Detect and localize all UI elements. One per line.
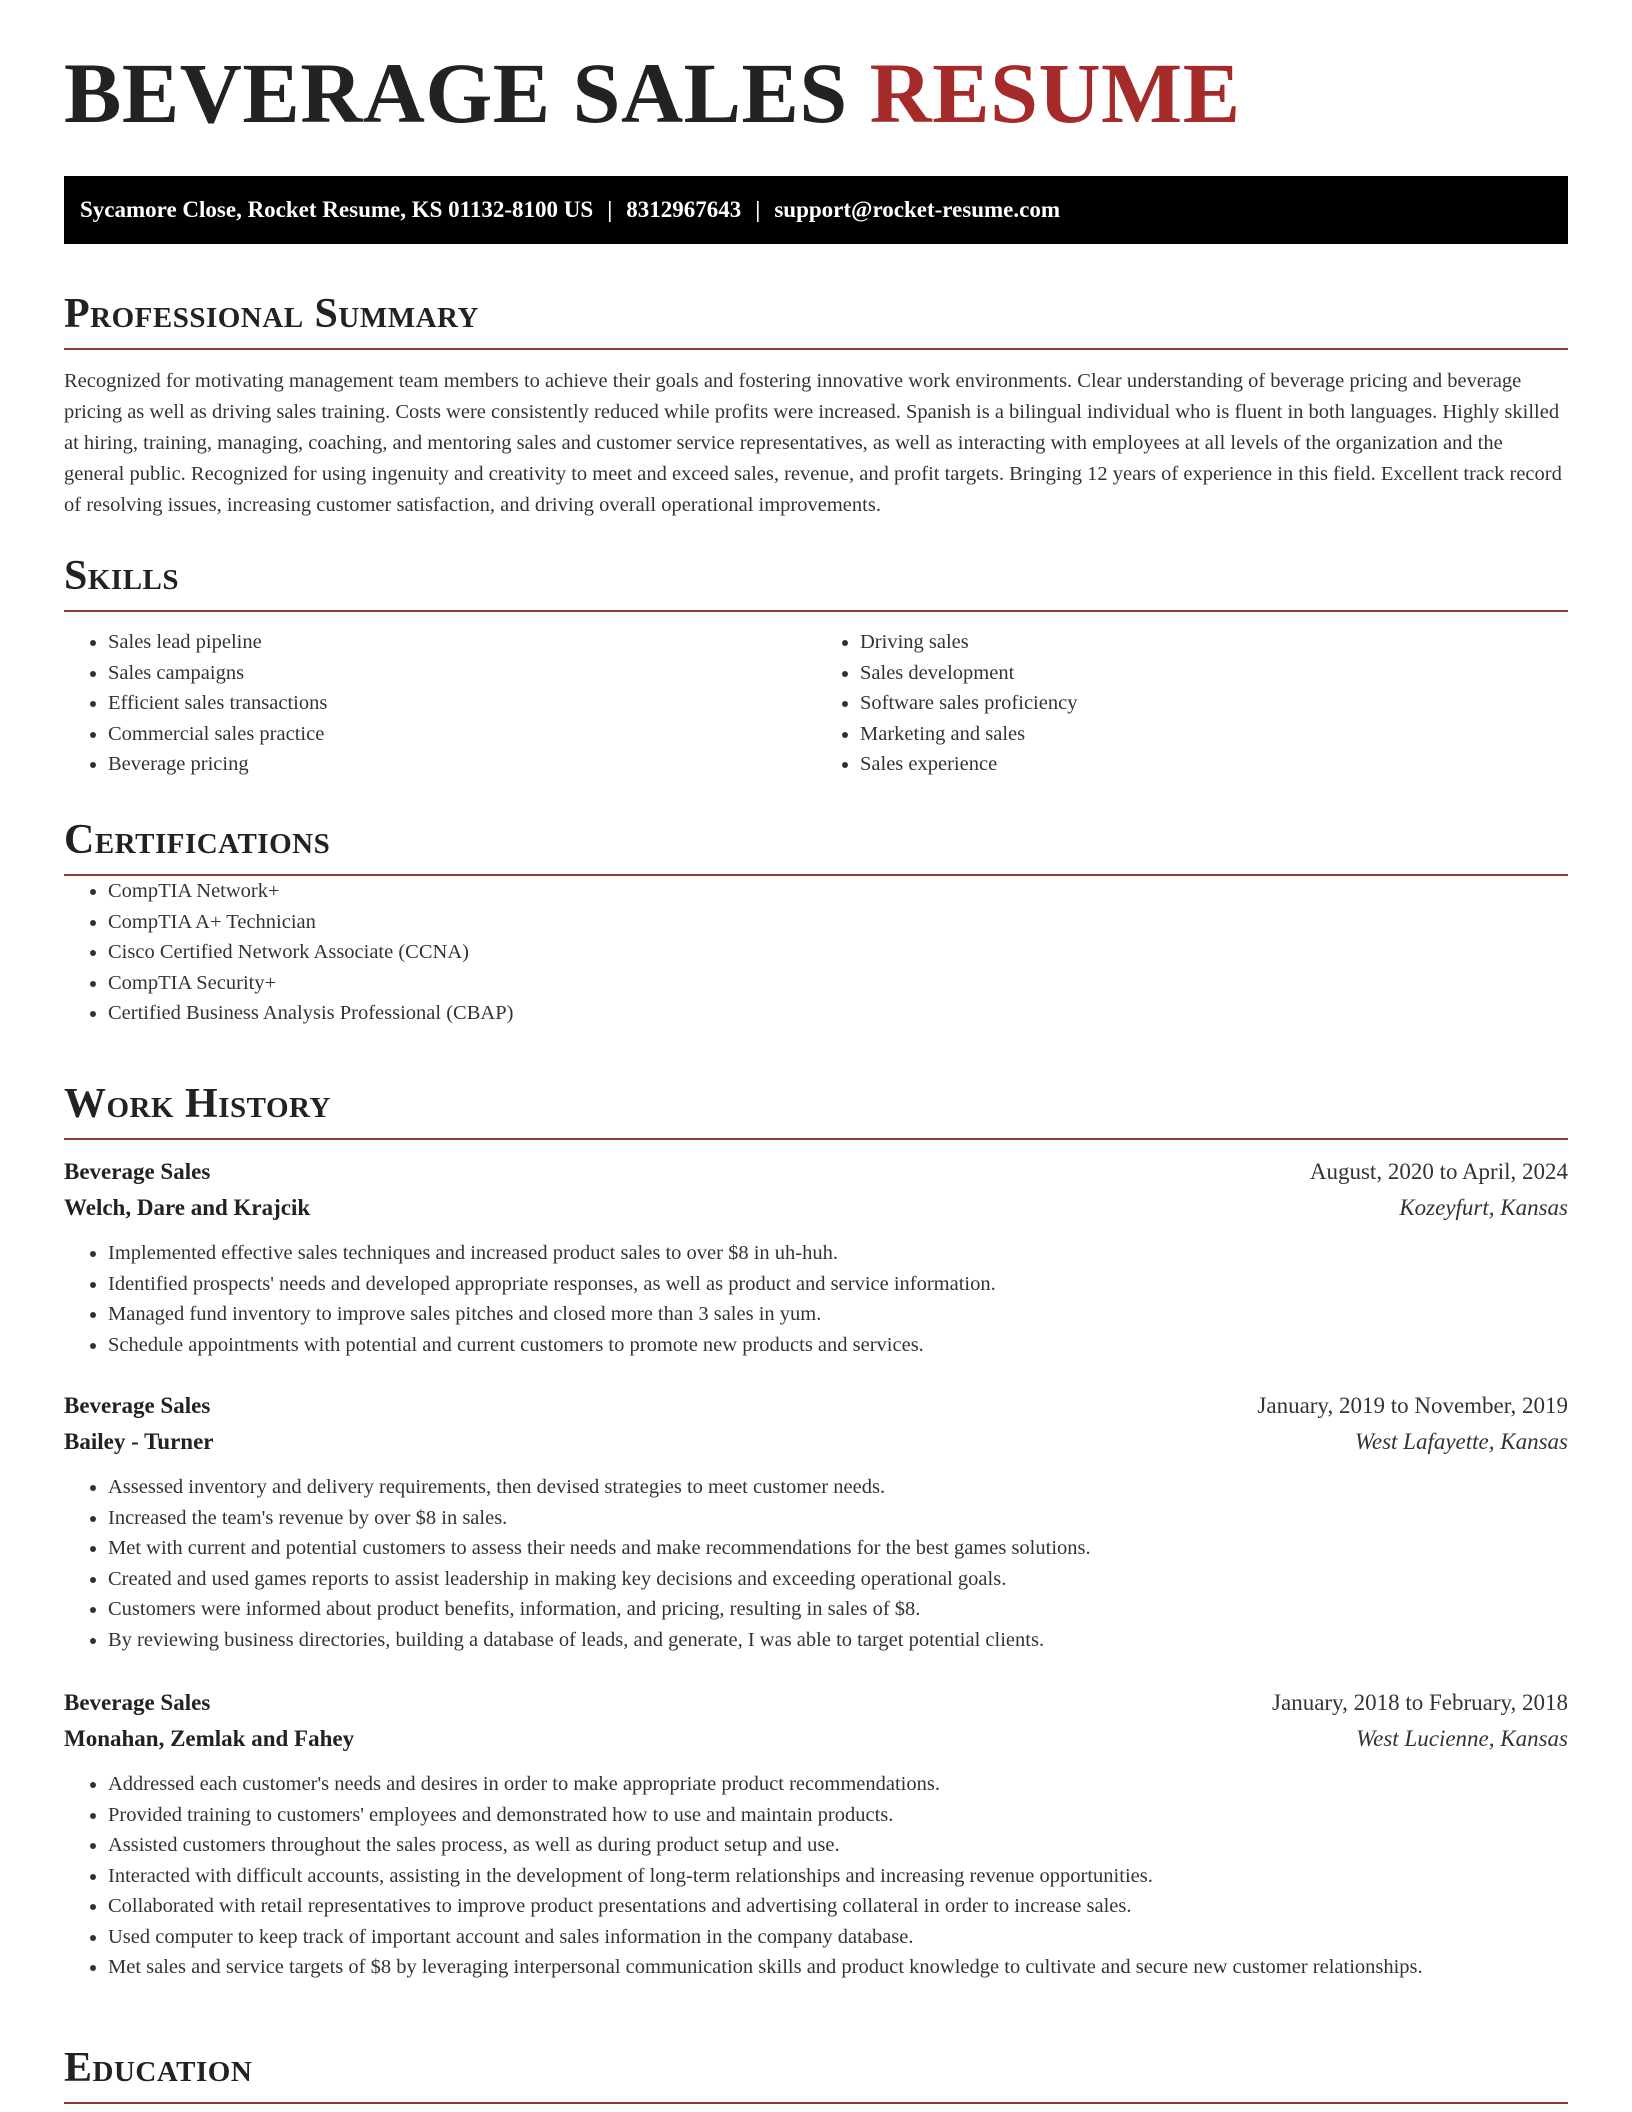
job-entry xyxy=(64,1388,1568,1655)
professional-summary-section xyxy=(64,292,1568,521)
contact-address: Sycamore Close, Rocket Resume, KS 01132-8100 US xyxy=(80,197,594,222)
job-location: West Lucienne, Kansas xyxy=(1356,1726,1568,1751)
certifications-section xyxy=(64,818,1568,1029)
contact-separator: | xyxy=(755,197,761,222)
job-bullet: • Customers were informed about product benefits, information, and pricing, resulting in sales of $8. xyxy=(108,1594,1568,1625)
job-entry xyxy=(64,1685,1568,1983)
skill-item: • Driving sales xyxy=(860,627,1568,658)
job-bullet: • Assisted customers throughout the sales process, as well as during product setup and use. xyxy=(108,1830,1568,1861)
title-main: BEVERAGE SALES xyxy=(64,45,848,141)
job-bullet: • Interacted with difficult accounts, assisting in the development of long-term relationships and increasing revenue opportunities. xyxy=(108,1861,1568,1892)
skill-item: • Beverage pricing xyxy=(108,749,816,780)
job-company: Monahan, Zemlak and Fahey xyxy=(64,1726,355,1751)
job-bullet: • Managed fund inventory to improve sales pitches and closed more than 3 sales in yum. xyxy=(108,1299,1568,1330)
job-title: Beverage Sales xyxy=(64,1690,211,1715)
job-bullets xyxy=(64,1238,1568,1360)
job-title: Beverage Sales xyxy=(64,1393,211,1418)
section-heading-certifications: Certifications xyxy=(64,818,1568,876)
skill-item: • Software sales proficiency xyxy=(860,688,1568,719)
skills-list-left xyxy=(64,627,816,780)
job-dates: January, 2019 to November, 2019 xyxy=(1257,1393,1568,1418)
job-header xyxy=(64,1154,1568,1226)
work-history-section xyxy=(64,1082,1568,1983)
job-bullet: • By reviewing business directories, building a database of leads, and generate, I was able to target potential clients. xyxy=(108,1625,1568,1656)
skills-list-right xyxy=(816,627,1568,780)
job-bullets xyxy=(64,1472,1568,1655)
certification-item: • Cisco Certified Network Associate (CCNA) xyxy=(108,937,1568,968)
certifications-list xyxy=(64,876,1568,1029)
job-dates: January, 2018 to February, 2018 xyxy=(1272,1690,1568,1715)
job-company: Welch, Dare and Krajcik xyxy=(64,1195,311,1220)
skill-item: • Efficient sales transactions xyxy=(108,688,816,719)
job-location: West Lafayette, Kansas xyxy=(1354,1429,1568,1454)
job-bullet: • Implemented effective sales techniques and increased product sales to over $8 in uh-huh. xyxy=(108,1238,1568,1269)
job-bullet: • Identified prospects' needs and developed appropriate responses, as well as product and service information. xyxy=(108,1269,1568,1300)
job-header xyxy=(64,1388,1568,1460)
skill-item: • Marketing and sales xyxy=(860,719,1568,750)
job-bullet: • Provided training to customers' employees and demonstrated how to use and maintain products. xyxy=(108,1800,1568,1831)
skill-item: • Sales development xyxy=(860,658,1568,689)
contact-bar xyxy=(64,176,1568,244)
job-bullet: • Collaborated with retail representatives to improve product presentations and advertising collateral in order to increase sales. xyxy=(108,1891,1568,1922)
job-bullet: • Assessed inventory and delivery requirements, then devised strategies to meet customer needs. xyxy=(108,1472,1568,1503)
title-accent: RESUME xyxy=(869,45,1241,141)
skill-item: • Commercial sales practice xyxy=(108,719,816,750)
education-section xyxy=(64,2046,1568,2104)
section-heading-skills: Skills xyxy=(64,554,1568,612)
job-dates: August, 2020 to April, 2024 xyxy=(1309,1159,1568,1184)
job-bullets xyxy=(64,1769,1568,1983)
contact-phone: 8312967643 xyxy=(626,197,742,222)
job-bullet: • Used computer to keep track of important account and sales information in the company database. xyxy=(108,1922,1568,1953)
contact-email: support@rocket-resume.com xyxy=(774,197,1060,222)
skill-item: • Sales lead pipeline xyxy=(108,627,816,658)
section-heading-education: Education xyxy=(64,2046,1568,2104)
resume-title xyxy=(64,45,1241,141)
job-entry xyxy=(64,1154,1568,1360)
job-bullet: • Created and used games reports to assist leadership in making key decisions and exceeding operational goals. xyxy=(108,1564,1568,1595)
certification-item: • CompTIA A+ Technician xyxy=(108,907,1568,938)
certification-item: • Certified Business Analysis Professional (CBAP) xyxy=(108,998,1568,1029)
job-bullet: • Addressed each customer's needs and desires in order to make appropriate product recommendations. xyxy=(108,1769,1568,1800)
job-title: Beverage Sales xyxy=(64,1159,211,1184)
job-bullet: • Schedule appointments with potential and current customers to promote new products and services. xyxy=(108,1330,1568,1361)
section-heading-summary: Professional Summary xyxy=(64,292,1568,350)
skills-section xyxy=(64,554,1568,780)
job-company: Bailey - Turner xyxy=(64,1429,214,1454)
job-bullet: • Increased the team's revenue by over $8 in sales. xyxy=(108,1503,1568,1534)
job-bullet: • Met sales and service targets of $8 by leveraging interpersonal communication skills and product knowledge to cultivate and secure new customer relationships. xyxy=(108,1952,1568,1983)
certification-item: • CompTIA Network+ xyxy=(108,876,1568,907)
certification-item: • CompTIA Security+ xyxy=(108,968,1568,999)
skills-columns xyxy=(64,627,1568,780)
job-location: Kozeyfurt, Kansas xyxy=(1399,1195,1568,1220)
skill-item: • Sales campaigns xyxy=(108,658,816,689)
job-bullet: • Met with current and potential customers to assess their needs and make recommendations for the best games solutions. xyxy=(108,1533,1568,1564)
job-header xyxy=(64,1685,1568,1757)
skill-item: • Sales experience xyxy=(860,749,1568,780)
summary-text: Recognized for motivating management team members to achieve their goals and fostering innovative work environments. Clear understanding of beverage pricing and beverage pricing as well as driving sales training. Costs were consistently reduced while profits were increased. Spanish is a bilingual individual who is fluent in both languages. Highly skilled at hiring, training, managing, coaching, and mentoring sales and customer service representatives, as well as interacting with employees at all levels of the organization and the general public. Recognized for using ingenuity and creativity to meet and exceed sales, revenue, and profit targets. Bringing 12 years of experience in this field. Excellent track record of resolving issues, increasing customer satisfaction, and driving overall operational improvements. xyxy=(64,370,1562,516)
contact-separator: | xyxy=(607,197,613,222)
section-heading-work-history: Work History xyxy=(64,1082,1568,1140)
